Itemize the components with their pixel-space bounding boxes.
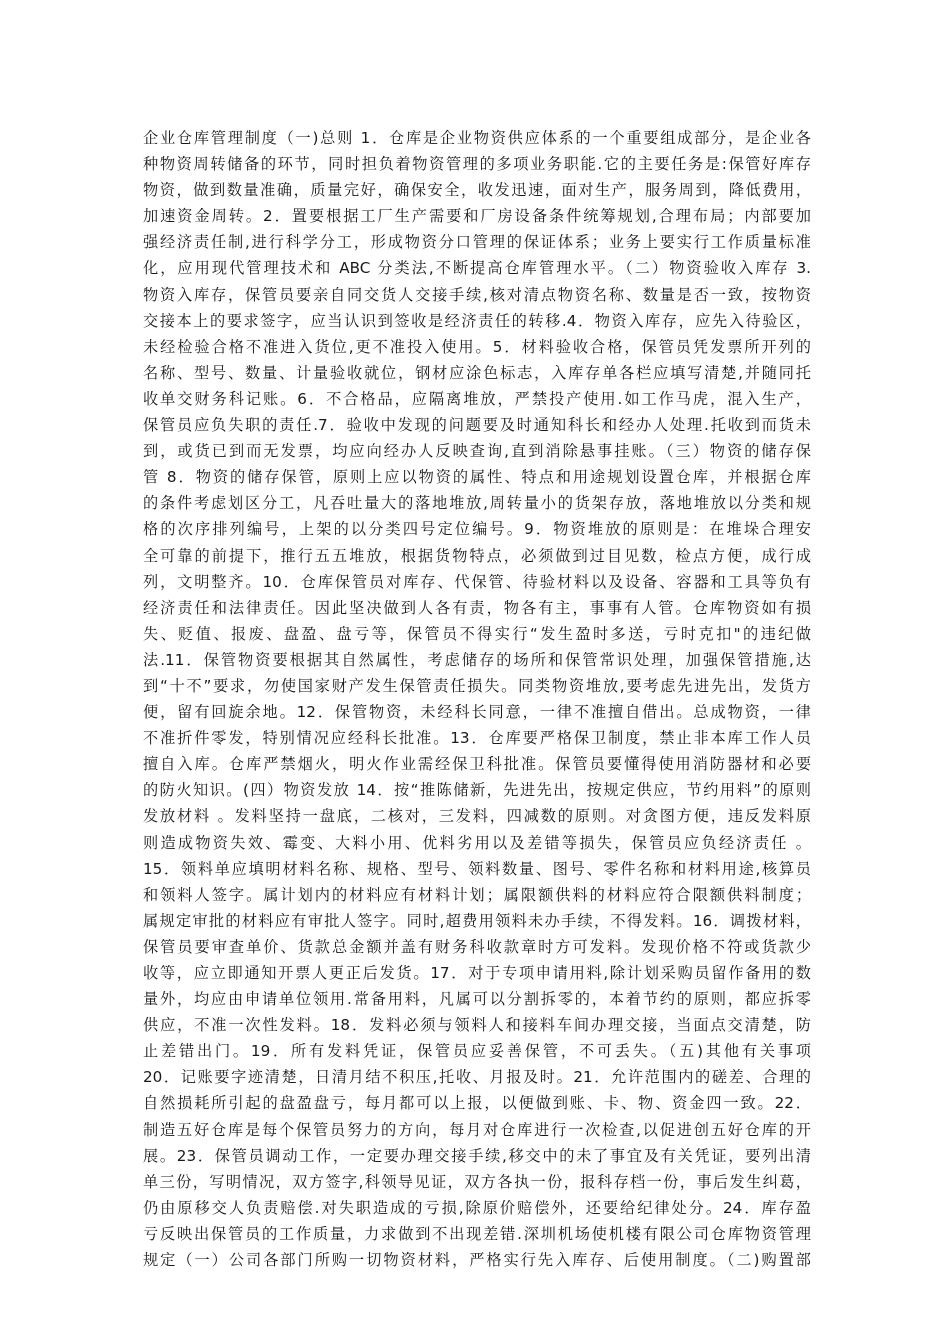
text-line: 的条件考虑划区分工，凡吞吐量大的落地堆放,周转量小的货架存放，落地堆放以分类和规 (143, 494, 811, 513)
text-line: 不准折件零发，特别情况应经科长批准。13．仓库要严格保卫制度，禁止非本库工作人员 (143, 729, 811, 748)
text-line: 格的次序排列编号，上架的以分类四号定位编号。9．物资堆放的原则是：在堆垛合理安 (143, 520, 811, 539)
text-line: 种物资周转储备的环节，同时担负着物资管理的多项业务职能.它的主要任务是:保管好库存 (143, 155, 811, 174)
text-line: 法.11．保管物资要根据其自然属性，考虑储存的场所和保管常识处理，加强保管措施,达 (143, 650, 811, 669)
text-line: 全可靠的前提下，推行五五堆放，根据货物特点，必须做到过目见数，检点方便，成行成 (143, 546, 811, 565)
text-line: 量外，均应由申请单位领用.常备用料，凡属可以分割拆零的，本着节约的原则，都应拆零 (143, 990, 811, 1009)
text-line: 名称、型号、数量、计量验收就位，钢材应涂色标志，入库存单各栏应填写清楚,并随同托 (143, 363, 811, 382)
text-line: 和领料人签字。属计划内的材料应有材料计划；属限额供料的材料应符合限额供料制度； (143, 885, 811, 904)
text-line: 企业仓库管理制度（一)总则 1．仓库是企业物资供应体系的一个重要组成部分，是企业各 (143, 129, 811, 147)
text-line: 展。23．保管员调动工作，一定要办理交接手续,移交中的未了事宜及有关凭证，要列出清 (143, 1146, 811, 1165)
text-line: 到“十不”要求，勿使国家财产发生保管责任损失。同类物资堆放,要考虑先进先出，发货方 (143, 676, 811, 695)
text-line: 保管员要审查单价、货款总金额并盖有财务科收款章时方可发料。发现价格不符或货款少 (143, 937, 811, 956)
text-line: 列，文明整齐。10．仓库保管员对库存、代保管、待验材料以及设备、容器和工具等负有 (143, 572, 811, 591)
text-line: 物资，做到数量准确，质量完好，确保安全，收发迅速，面对生产，服务周到，降低费用， (143, 181, 811, 200)
text-line: 交接本上的要求签字，应当认识到签收是经济责任的转移.4．物资入库存，应先入待验区， (143, 311, 811, 330)
text-line: 加速资金周转。2．置要根据工厂生产需要和厂房设备条件统筹规划,合理布局；内部要加 (143, 207, 811, 226)
text-line: 未经检验合格不准进入货位,更不准投入使用。5．材料验收合格，保管员凭发票所开列的 (143, 337, 811, 356)
text-line: 管 8．物资的储存保管，原则上应以物资的属性、特点和用途规划设置仓库，并根据仓库 (143, 468, 811, 487)
text-line: 擅自入库。仓库严禁烟火，明火作业需经保卫科批准。保管员要懂得使用消防器材和必要 (143, 755, 811, 774)
text-line: 则造成物资失效、霉变、大料小用、优料劣用以及差错等损失，保管员应负经济责任 。 (143, 833, 811, 852)
text-line: 仍由原移交人负责赔偿.对失职造成的亏损,除原价赔偿外，还要给纪律处分。24．库存盈 (143, 1198, 811, 1217)
text-line: 亏反映出保管员的工作质量，力求做到不出现差错.深圳机场使机楼有限公司仓库物资管理 (143, 1224, 811, 1243)
text-line: 物资入库存，保管员要亲自同交货人交接手续,核对清点物资名称、数量是否一致，按物资 (143, 285, 811, 304)
text-line: 单三份，写明情况，双方签字,科领导见证，双方各执一份，报科存档一份，事后发生纠葛， (143, 1172, 811, 1191)
text-line: 制造五好仓库是每个保管员努力的方向，每月对仓库进行一次检查,以促进创五好仓库的开 (143, 1120, 811, 1139)
text-line: 规定（一）公司各部门所购一切物资材料，严格实行先入库存、后使用制度。（二)购置部 (143, 1251, 811, 1270)
text-line: 到，或货已到而无发票，均应向经办人反映查询,直到消除悬事挂账。（三）物资的储存保 (143, 442, 811, 461)
body-text (143, 125, 811, 1273)
text-line: 失、贬值、报废、盘盈、盘亏等，保管员不得实行“发生盈时多送，亏时克扣"的违纪做 (143, 624, 811, 643)
text-line: 供应，不准一次性发料。18．发料必须与领料人和接料车间办理交接，当面点交清楚，防 (143, 1016, 811, 1035)
text-line: 收等，应立即通知开票人更正后发货。17．对于专项申请用料,除计划采购员留作备用的数 (143, 964, 811, 982)
text-line: 化，应用现代管理技术和 ABC 分类法,不断提高仓库管理水平。（二）物资验收入库存 3. (143, 259, 811, 278)
text-line: 经济责任和法律责任。因此坚决做到人各有责，物各有主，事事有人管。仓库物资如有损 (143, 598, 811, 617)
text-line: 的防火知识。(四）物资发放 14．按“推陈储新，先进先出，按规定供应，节约用料”的原则 (143, 781, 811, 800)
text-line: 自然损耗所引起的盘盈盘亏，每月都可以上报，以便做到账、卡、物、资金四一致。22． (143, 1094, 811, 1113)
text-line: 保管员应负失职的责任.7．验收中发现的问题要及时通知科长和经办人处理.托收到而货未 (143, 416, 811, 435)
text-line: 强经济责任制,进行科学分工，形成物资分口管理的保证体系；业务上要实行工作质量标准 (143, 233, 811, 252)
text-line: 收单交财务科记账。6．不合格品，应隔离堆放，严禁投产使用.如工作马虎，混入生产， (143, 389, 811, 408)
text-line: 属规定审批的材料应有审批人签字。同时,超费用领料未办手续，不得发料。16．调拨材料， (143, 911, 811, 930)
text-line: 发放材料 。发料坚持一盘底，二核对，三发料，四减数的原则。对贪图方便，违反发料原 (143, 807, 811, 826)
text-line: 止差错出门。19．所有发料凭证，保管员应妥善保管，不可丢失。（五)其他有关事项 (143, 1042, 811, 1061)
text-line: 20．记账要字迹清楚，日清月结不积压,托收、月报及时。21．允许范围内的磋差、合理的 (143, 1068, 811, 1087)
text-line: 便，留有回旋余地。12．保管物资，未经科长同意，一律不准擅自借出。总成物资，一律 (143, 703, 811, 722)
text-line: 15．领料单应填明材料名称、规格、型号、领料数量、图号、零件名称和材料用途,核算员 (143, 859, 811, 878)
